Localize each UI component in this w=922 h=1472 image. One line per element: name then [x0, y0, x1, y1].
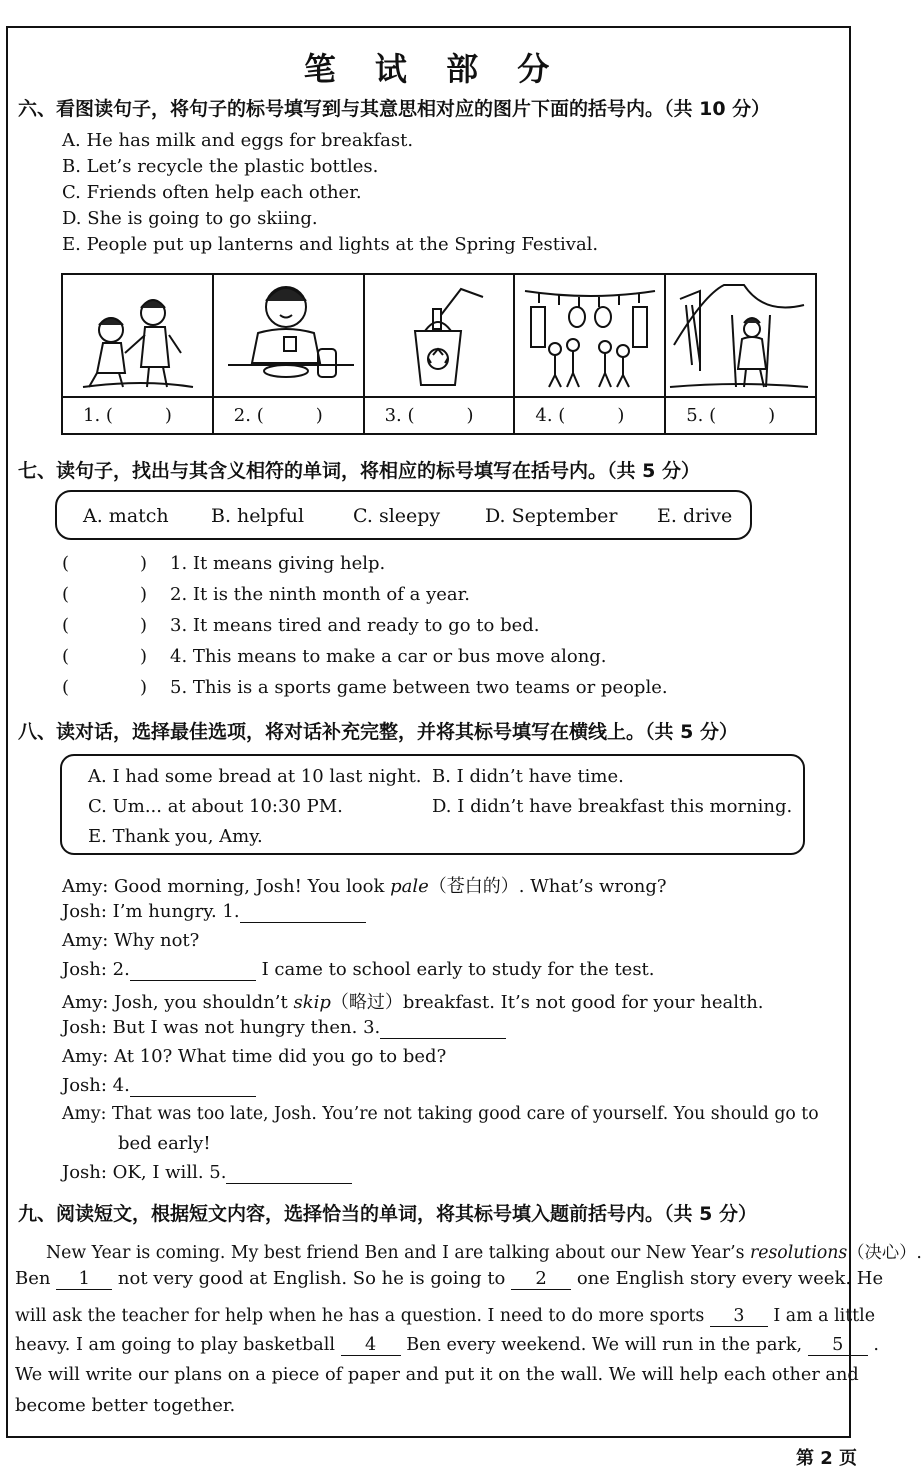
breakfast-picture — [214, 275, 363, 398]
sentence-c: C. Friends often help each other. — [62, 182, 362, 203]
answer-bracket-close: ) — [140, 677, 148, 698]
dialogue-line: Amy: Josh, you shouldn’t skip（略过）breakfast. It’s not good for your health. — [62, 992, 764, 1013]
passage-blank-3[interactable]: 3 — [710, 1306, 768, 1327]
dialogue-line: Josh: 4. — [62, 1075, 256, 1097]
dialogue-option-e: E. Thank you, Amy. — [88, 826, 263, 847]
answer-bracket-open[interactable]: ( — [62, 615, 70, 636]
dialogue-line: Amy: At 10? What time did you go to bed? — [62, 1046, 447, 1067]
picture-cell — [214, 275, 365, 433]
passage-line: heavy. I am going to play basketball 4 Ben every weekend. We will run in the park, 5 . — [15, 1335, 879, 1355]
passage-line: We will write our plans on a piece of paper and put it on the wall. We will help each other and — [15, 1365, 859, 1385]
answer-bracket-open[interactable]: ( — [62, 646, 70, 667]
passage-line: New Year is coming. My best friend Ben and I are talking about our New Year’s resolutions（决心）. — [46, 1243, 922, 1263]
dialogue-line: Josh: OK, I will. 5. — [62, 1162, 352, 1184]
passage-line: will ask the teacher for help when he has a question. I need to do more sports 3 I am a little — [15, 1306, 876, 1326]
dialogue-line: Amy: Why not? — [62, 930, 200, 951]
answer-blank-5[interactable] — [226, 1162, 352, 1184]
definition-item: 1. It means giving help. — [170, 553, 386, 574]
word-option-d: D. September — [485, 505, 618, 527]
definition-item: 3. It means tired and ready to go to bed. — [170, 615, 540, 636]
passage-blank-2[interactable]: 2 — [511, 1268, 571, 1290]
passage-blank-1[interactable]: 1 — [56, 1268, 112, 1290]
section9-heading: 九、阅读短文，根据短文内容，选择恰当的单词，将其标号填入题前括号内。（共 5 分） — [18, 1203, 757, 1225]
answer-blank-1[interactable] — [240, 901, 366, 923]
word-bank — [55, 490, 752, 540]
answer-bracket-close: ) — [140, 646, 148, 667]
dialogue-line: bed early! — [118, 1133, 211, 1154]
word-option-a: A. match — [83, 505, 169, 527]
word-option-e: E. drive — [657, 505, 733, 527]
page-number: 第 2 页 — [795, 1448, 857, 1469]
sentence-b: B. Let’s recycle the plastic bottles. — [62, 156, 379, 177]
dialogue-option-c: C. Um... at about 10:30 PM. — [88, 796, 343, 817]
passage-blank-5[interactable]: 5 — [808, 1335, 868, 1356]
section6-heading: 六、看图读句子，将句子的标号填写到与其意思相对应的图片下面的括号内。（共 10 分） — [18, 98, 771, 120]
answer-slot-5[interactable]: 5. ( ) — [686, 405, 776, 426]
picture-cell — [365, 275, 516, 433]
recycle-bin-picture — [365, 275, 514, 398]
word-option-c: C. sleepy — [353, 505, 441, 527]
dialogue-line: Josh: But I was not hungry then. 3. — [62, 1017, 506, 1039]
dialogue-options-box — [60, 754, 805, 855]
answer-bracket-close: ) — [140, 615, 148, 636]
picture-cell — [515, 275, 666, 433]
picture-grid — [61, 273, 817, 435]
section7-heading: 七、读句子，找出与其含义相符的单词，将相应的标号填写在括号内。（共 5 分） — [18, 460, 700, 482]
answer-slot-1[interactable]: 1. ( ) — [83, 405, 172, 426]
page-title: 笔 试 部 分 — [303, 50, 564, 88]
dialogue-line: Amy: That was too late, Josh. You’re not taking good care of yourself. You should go to — [62, 1104, 819, 1124]
word-option-b: B. helpful — [211, 505, 305, 527]
definition-item: 4. This means to make a car or bus move along. — [170, 646, 607, 667]
answer-bracket-close: ) — [140, 553, 148, 574]
sentence-a: A. He has milk and eggs for breakfast. — [62, 130, 414, 151]
answer-bracket-open[interactable]: ( — [62, 553, 70, 574]
dialogue-option-a: A. I had some bread at 10 last night. — [88, 766, 422, 787]
answer-slot-2[interactable]: 2. ( ) — [233, 405, 323, 426]
answer-blank-4[interactable] — [130, 1075, 256, 1097]
sentence-d: D. She is going to go skiing. — [62, 208, 318, 229]
definition-item: 5. This is a sports game between two teams or people. — [170, 677, 668, 698]
answer-slot-4[interactable]: 4. ( ) — [535, 405, 625, 426]
answer-bracket-open[interactable]: ( — [62, 677, 70, 698]
passage-line: Ben 1 not very good at English. So he is going to 2 one English story every week. He — [15, 1268, 884, 1289]
answer-blank-3[interactable] — [380, 1017, 506, 1039]
passage-line: become better together. — [15, 1395, 236, 1416]
sentence-e: E. People put up lanterns and lights at the Spring Festival. — [62, 234, 599, 255]
friends-helping-picture — [63, 275, 212, 398]
dialogue-option-b: B. I didn’t have time. — [432, 766, 624, 787]
dialogue-line: Amy: Good morning, Josh! You look pale（苍白的）. What’s wrong? — [62, 876, 667, 897]
spring-festival-picture — [515, 275, 664, 398]
dialogue-line: Josh: 2. I came to school early to study for the test. — [62, 959, 655, 980]
section8-heading: 八、读对话，选择最佳选项，将对话补充完整，并将其标号填写在横线上。（共 5 分） — [18, 721, 738, 743]
answer-blank-2[interactable] — [130, 959, 256, 981]
passage-blank-4[interactable]: 4 — [341, 1335, 401, 1356]
picture-cell — [63, 275, 214, 433]
answer-bracket-close: ) — [140, 584, 148, 605]
answer-bracket-open[interactable]: ( — [62, 584, 70, 605]
answer-slot-3[interactable]: 3. ( ) — [384, 405, 474, 426]
dialogue-option-d: D. I didn’t have breakfast this morning. — [432, 796, 793, 817]
picture-cell — [666, 275, 815, 433]
skiing-picture — [666, 275, 815, 398]
dialogue-line: Josh: I’m hungry. 1. — [62, 901, 366, 923]
definition-item: 2. It is the ninth month of a year. — [170, 584, 470, 605]
